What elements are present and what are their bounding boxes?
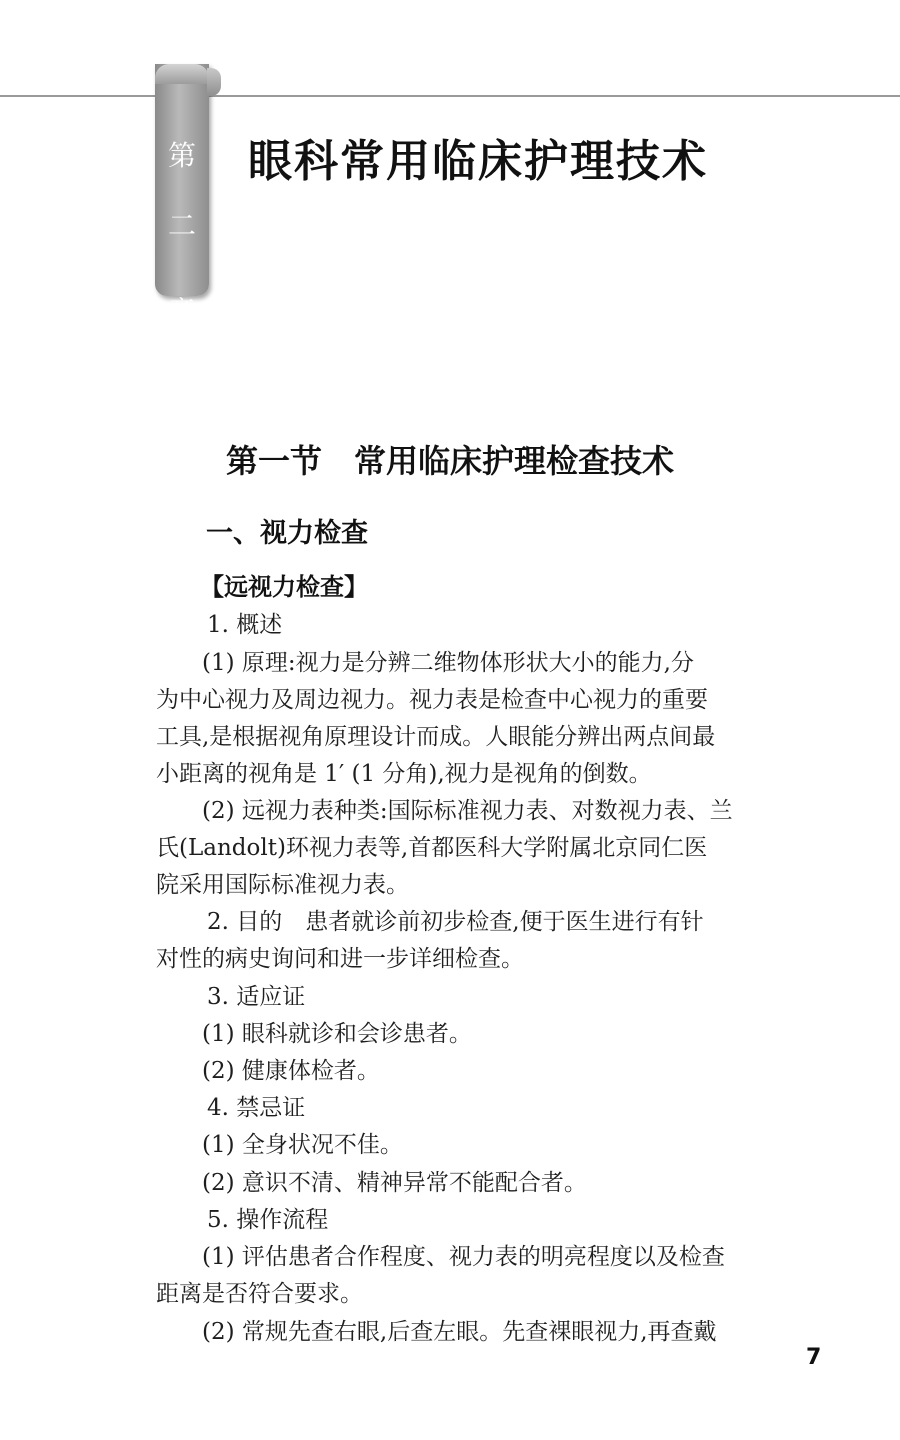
body-line: 院采用国际标准视力表。 xyxy=(156,872,409,898)
body-line: 为中心视力及周边视力。视力表是检查中心视力的重要 xyxy=(156,687,708,713)
body-line: 小距离的视角是 1′ (1 分角),视力是视角的倒数。 xyxy=(156,761,652,787)
body-line: (1) 原理:视力是分辨二维物体形状大小的能力,分 xyxy=(202,650,694,676)
body-line: (2) 健康体检者。 xyxy=(202,1058,380,1084)
page-number: 7 xyxy=(806,1345,822,1370)
topic-title: 【远视力检查】 xyxy=(200,573,368,601)
chapter-title: 眼科常用临床护理技术 xyxy=(248,136,708,187)
chapter-tab-char: 章 xyxy=(167,295,196,328)
section-title: 第一节 常用临床护理检查技术 xyxy=(225,442,674,480)
body-line: 1. 概述 xyxy=(207,612,283,638)
body-line: (1) 眼科就诊和会诊患者。 xyxy=(202,1021,472,1047)
body-line: 5. 操作流程 xyxy=(207,1207,329,1233)
header-rule xyxy=(0,95,900,97)
tab-fold xyxy=(155,64,209,84)
chapter-tab xyxy=(155,64,209,328)
tab-fold-curl xyxy=(207,68,221,96)
body-line: (1) 评估患者合作程度、视力表的明亮程度以及检查 xyxy=(202,1244,725,1270)
body-line: (1) 全身状况不佳。 xyxy=(202,1132,403,1158)
body-line: 对性的病史询问和进一步详细检查。 xyxy=(156,946,524,972)
body-line: 4. 禁忌证 xyxy=(207,1095,306,1121)
body-line: 2. 目的 患者就诊前初步检查,便于医生进行有针 xyxy=(207,909,704,935)
body-line: (2) 意识不清、精神异常不能配合者。 xyxy=(202,1170,587,1196)
subsection-title: 一、视力检查 xyxy=(206,518,368,549)
body-line: 距离是否符合要求。 xyxy=(156,1281,363,1307)
chapter-tab-char: 第 xyxy=(167,139,196,172)
body-line: 工具,是根据视角原理设计而成。人眼能分辨出两点间最 xyxy=(156,724,716,750)
body-line: 3. 适应证 xyxy=(207,984,306,1010)
chapter-tab-char: 二 xyxy=(167,209,196,242)
body-line: (2) 远视力表种类:国际标准视力表、对数视力表、兰 xyxy=(202,798,733,824)
body-line: (2) 常规先查右眼,后查左眼。先查裸眼视力,再查戴 xyxy=(202,1319,717,1345)
body-line: 氏(Landolt)环视力表等,首都医科大学附属北京同仁医 xyxy=(156,835,708,861)
